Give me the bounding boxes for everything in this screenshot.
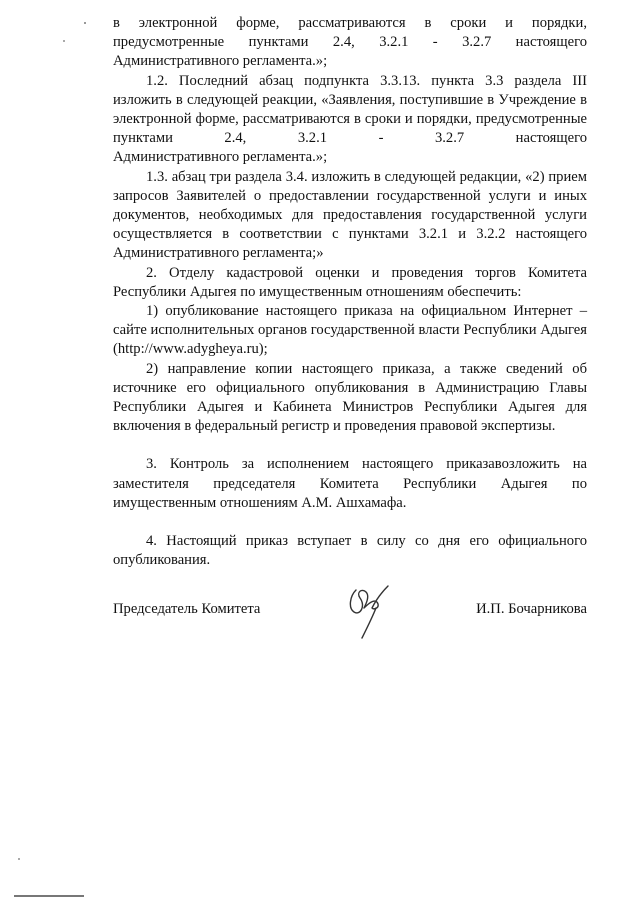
paragraph-4: 4. Настоящий приказ вступает в силу со дня его официального опубликования. [113, 533, 587, 569]
signatory-position: Председатель Комитета [113, 601, 261, 617]
scan-speck [63, 40, 65, 42]
scan-edge-line [14, 895, 84, 897]
handwritten-signature [336, 578, 396, 644]
document-body [113, 14, 587, 570]
paragraph-2-2: 2) направление копии настоящего приказа, а также сведений об источнике его официального опубликования в Администрацию Главы Республики Адыгея и Кабинета Министров Республики Адыгея для включения в федеральный регистр и проведения правовой экспертизы. [113, 360, 587, 435]
signatory-name: И.П. Бочарникова [476, 601, 587, 617]
paragraph-3: 3. Контроль за исполнением настоящего приказавозложить на заместителя председателя Комитета Республики Адыгея по имущественным отношениям А.М. Ашхамафа. [113, 456, 587, 511]
paragraph-1-3-end: Административного регламента;» [113, 245, 324, 262]
scan-speck [18, 858, 20, 860]
paragraph-2-1: 1) опубликование настоящего приказа на официальном Интернет – сайте исполнительных органов государственной власти Республики Адыгея (http://www.adygheya.ru); [113, 303, 587, 358]
paragraph-1-3: 1.3. абзац три раздела 3.4. изложить в следующей редакции, «2) прием запросов Заявителей о предоставлении государственной услуги и иных документов, необходимых для предоставления государственной услуги осуществляется в соответствии с пунктами 3.2.1 и 3.2.2 настоящего [113, 168, 587, 243]
paragraph-2: 2. Отделу кадастровой оценки и проведения торгов Комитета Республики Адыгея по имущественным отношениям обеспечить: [113, 264, 587, 300]
scan-speck [84, 22, 86, 24]
paragraph-continued-end: Административного регламента.»; [113, 53, 328, 70]
paragraph-1-2: 1.2. Последний абзац подпункта 3.3.13. пункта 3.3 раздела III изложить в следующей реакции, «Заявления, поступившие в Учреждение в электронной форме, рассматриваются в сроки и порядки, предусмотренные пунктами 2.4, 3.2.1 - 3.2.7 настоящего [113, 72, 587, 147]
paragraph-1-2-end: Административного регламента.»; [113, 149, 328, 166]
paragraph-continued: в электронной форме, рассматриваются в сроки и порядки, предусмотренные пунктами 2.4, 3.2.1 - 3.2.7 настоящего [113, 15, 587, 51]
